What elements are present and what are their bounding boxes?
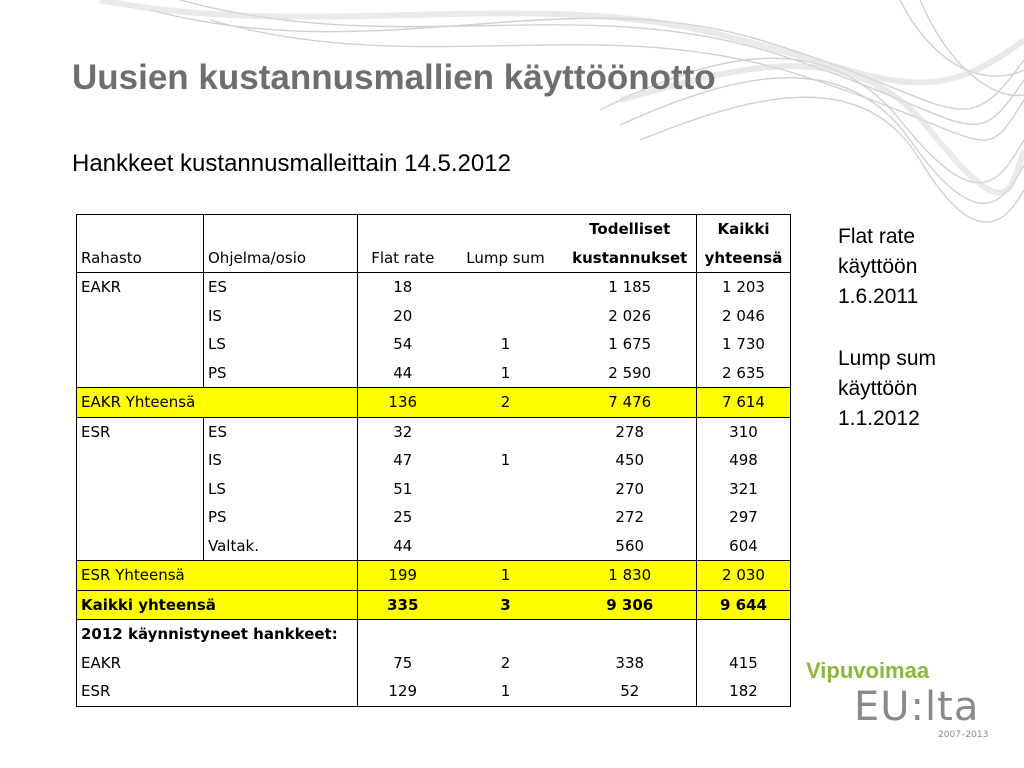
subtotal-row-eakr [77, 388, 791, 418]
lump-sum-cell [448, 503, 564, 532]
lump-sum-cell: 2 [500, 653, 511, 672]
table-row [77, 475, 791, 504]
table-row [77, 649, 791, 678]
grand-total-row [77, 590, 791, 620]
lump-sum-cell: 1 [500, 682, 511, 701]
flat-rate-cell: 44 [358, 359, 448, 388]
header-actual-costs-line1: Todelliset [589, 220, 671, 239]
grand-total-label: Kaikki yhteensä [77, 590, 358, 620]
actual-costs-cell: 270 [615, 479, 645, 498]
header-programme: Ohjelma/osio [204, 244, 358, 273]
actual-costs-cell: 1 675 [608, 335, 652, 354]
subtotal-label: EAKR Yhteensä [77, 388, 358, 418]
logo-line2: EU:lta [854, 684, 980, 730]
started-2012-label: 2012 käynnistyneet hankkeet: [81, 625, 338, 644]
actual-costs-cell: 2 590 [608, 363, 652, 382]
total-cell: 498 [697, 446, 791, 475]
programme-cell: Valtak. [204, 532, 358, 561]
total-cell: 7 614 [697, 388, 791, 418]
lump-sum-cell: 1 [448, 561, 564, 591]
flat-rate-cell: 136 [358, 388, 448, 418]
lump-sum-cell [448, 302, 564, 331]
lump-sum-cell [448, 273, 564, 302]
actual-costs-cell: 2 026 [608, 306, 652, 325]
flat-rate-cell: 32 [358, 417, 448, 446]
actual-costs-cell: 272 [615, 508, 645, 527]
actual-costs-cell: 9 306 [564, 590, 697, 620]
actual-costs-cell: 52 [620, 682, 640, 701]
programme-cell: PS [204, 503, 358, 532]
total-cell: 2 046 [697, 302, 791, 331]
flat-rate-cell: 51 [358, 475, 448, 504]
logo-line1: Vipuvoimaa [806, 658, 930, 683]
flat-rate-cell: 335 [358, 590, 448, 620]
actual-costs-cell: 278 [615, 422, 645, 441]
actual-costs-cell: 560 [615, 536, 645, 555]
fund-cell: ESR [81, 682, 111, 701]
table-row [77, 532, 791, 561]
total-cell: 321 [697, 475, 791, 504]
table-row [77, 302, 791, 331]
programme-cell: IS [204, 302, 358, 331]
total-cell: 310 [697, 417, 791, 446]
flat-rate-cell: 44 [358, 532, 448, 561]
programme-cell: IS [204, 446, 358, 475]
lump-sum-cell: 1 [500, 451, 511, 470]
header-fund: Rahasto [77, 244, 204, 273]
started-2012-header-row [77, 620, 791, 649]
slide-subtitle: Hankkeet kustannusmalleittain 14.5.2012 [72, 150, 511, 177]
flat-rate-cell: 129 [358, 677, 448, 706]
total-cell: 2 030 [697, 561, 791, 591]
actual-costs-cell: 450 [615, 451, 645, 470]
total-cell: 1 203 [697, 273, 791, 302]
table-row [77, 359, 791, 388]
lump-sum-cell: 2 [448, 388, 564, 418]
header-lump-sum: Lump sum [448, 244, 564, 273]
programme-cell: PS [204, 359, 358, 388]
programme-cell: LS [204, 330, 358, 359]
programme-cell: LS [204, 475, 358, 504]
table-row [77, 503, 791, 532]
logo-line3: 2007–2013 [938, 730, 989, 740]
flat-rate-cell: 47 [358, 446, 448, 475]
header-total-line2: yhteensä [697, 244, 791, 273]
lump-sum-cell [448, 532, 564, 561]
actual-costs-cell: 7 476 [564, 388, 697, 418]
cost-model-table [76, 214, 791, 707]
flat-rate-note: Flat rate käyttöön 1.6.2011 [838, 225, 919, 308]
total-cell: 1 730 [697, 330, 791, 359]
table-row [77, 273, 791, 302]
decorative-ribbon [0, 0, 1024, 250]
lump-sum-note: Lump sum käyttöön 1.1.2012 [838, 347, 937, 430]
total-cell: 604 [697, 532, 791, 561]
fund-cell: EAKR [81, 278, 121, 297]
lump-sum-cell: 3 [448, 590, 564, 620]
total-cell: 182 [697, 677, 791, 706]
lump-sum-cell [448, 417, 564, 446]
table-row [77, 677, 791, 706]
flat-rate-cell: 20 [358, 302, 448, 331]
slide-title: Uusien kustannusmallien käyttöönotto [72, 58, 716, 97]
header-flat-rate: Flat rate [358, 244, 448, 273]
vipuvoimaa-logo [806, 658, 1006, 748]
programme-cell: ES [204, 417, 358, 446]
table-header-row [77, 244, 791, 273]
table-row [77, 417, 791, 446]
total-cell: 9 644 [697, 590, 791, 620]
table-row [77, 446, 791, 475]
flat-rate-cell: 18 [358, 273, 448, 302]
actual-costs-cell: 338 [615, 653, 645, 672]
lump-sum-cell: 1 [500, 335, 511, 354]
flat-rate-cell: 75 [358, 649, 448, 678]
fund-cell: ESR [81, 422, 111, 441]
lump-sum-cell [448, 475, 564, 504]
header-total-line1: Kaikki [697, 215, 791, 244]
flat-rate-cell: 199 [358, 561, 448, 591]
subtotal-row-esr [77, 561, 791, 591]
table-row [77, 330, 791, 359]
lump-sum-cell: 1 [500, 363, 511, 382]
total-cell: 415 [697, 649, 791, 678]
total-cell: 2 635 [697, 359, 791, 388]
actual-costs-cell: 1 185 [608, 278, 652, 297]
flat-rate-cell: 54 [358, 330, 448, 359]
programme-cell: ES [204, 273, 358, 302]
table-header-row [77, 215, 791, 244]
header-actual-costs-line2: kustannukset [564, 244, 697, 273]
subtotal-label: ESR Yhteensä [77, 561, 358, 591]
fund-cell: EAKR [81, 653, 121, 672]
flat-rate-cell: 25 [358, 503, 448, 532]
actual-costs-cell: 1 830 [564, 561, 697, 591]
total-cell: 297 [697, 503, 791, 532]
